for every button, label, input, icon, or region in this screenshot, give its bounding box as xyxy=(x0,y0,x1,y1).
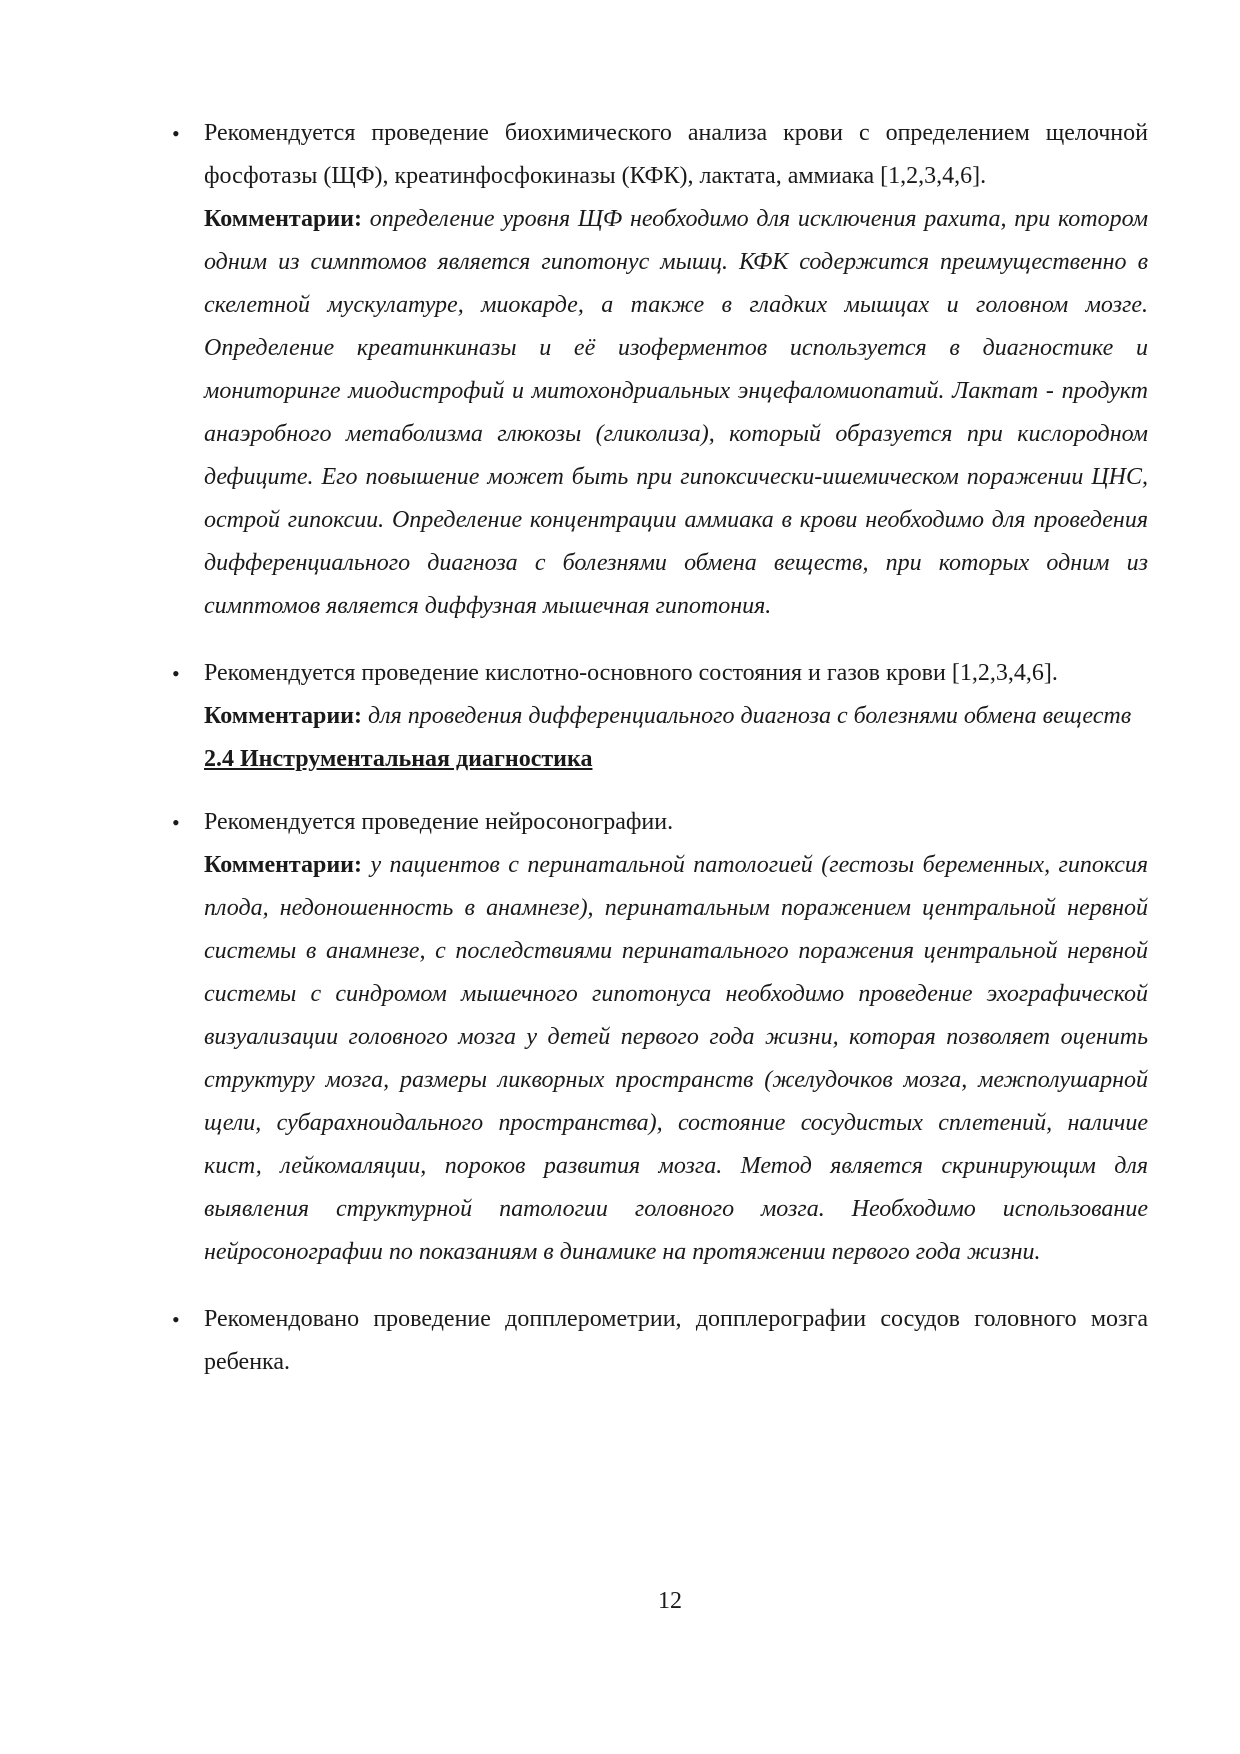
comment-label: Комментарии: xyxy=(204,703,363,729)
bullet-icon: • xyxy=(172,661,180,686)
comment-text: для проведения дифференциального диагноза с болезнями обмена веществ xyxy=(368,703,1132,729)
bullet-text: Рекомендуется проведение кислотно-основного состояния и газов крови [1,2,3,4,6]. xyxy=(204,660,1058,686)
bullet-icon: • xyxy=(172,121,180,146)
comment-biochem xyxy=(204,198,1148,628)
comment-label: Комментарии: xyxy=(204,852,363,878)
bullet-text: Рекомендуется проведение нейросонографии. xyxy=(204,809,674,835)
page-content xyxy=(172,112,1149,1384)
comment-acid-base xyxy=(204,695,1148,738)
comment-text: определение уровня ЩФ необходимо для исключения рахита, при котором одним из симптомов является гипотонус мышц. КФК содержится преимущественно в скелетной мускулатуре, миокарде, а также в гладких мышцах и головном мозге. Определение креатинкиназы и её изоферментов используется в диагностике и мониторинге миодистрофий и митохондриальных энцефаломиопатий. Лактат - продукт анаэробного метаболизма глюкозы (гликолиза), который образуется при кислородном дефиците. Его повышение может быть при гипоксически-ишемическом поражении ЦНС, острой гипоксии. Определение концентрации аммиака в крови необходимо для проведения дифференциального диагноза с болезнями обмена веществ, при которых одним из симптомов является диффузная мышечная гипотония. xyxy=(204,206,1149,619)
page-number: 12 xyxy=(658,1588,682,1614)
bullet-item-neurosonography xyxy=(172,801,1148,844)
bullet-icon: • xyxy=(172,1307,180,1332)
comment-neurosonography xyxy=(204,844,1148,1274)
bullet-text: Рекомендовано проведение допплерометрии, допплерографии сосудов головного мозга ребенка. xyxy=(204,1306,1148,1375)
bullet-item-acid-base xyxy=(172,652,1148,695)
bullet-icon: • xyxy=(172,810,180,835)
section-heading: 2.4 Инструментальная диагностика xyxy=(204,746,593,772)
bullet-item-biochem xyxy=(172,112,1148,198)
comment-text: у пациентов с перинатальной патологией (гестозы беременных, гипоксия плода, недоношенность в анамнезе), перинатальным поражением центральной нервной системы в анамнезе, с последствиями перинатального поражения центральной нервной системы с синдромом мышечного гипотонуса необходимо проведение эхографической визуализации головного мозга у детей первого года жизни, которая позволяет оценить структуру мозга, размеры ликворных пространств (желудочков мозга, межполушарной щели, субарахноидального пространства), состояние сосудистых сплетений, наличие кист, лейкомаляции, пороков развития мозга. Метод является скринирующим для выявления структурной патологии головного мозга. Необходимо использование нейросонографии по показаниям в динамике на протяжении первого года жизни. xyxy=(204,852,1148,1265)
bullet-item-doppler xyxy=(172,1298,1148,1384)
bullet-text: Рекомендуется проведение биохимического анализа крови с определением щелочной фосфотазы (ЩФ), креатинфосфокиназы (КФК), лактата, аммиака [1,2,3,4,6]. xyxy=(204,120,1148,189)
comment-label: Комментарии: xyxy=(204,206,363,232)
